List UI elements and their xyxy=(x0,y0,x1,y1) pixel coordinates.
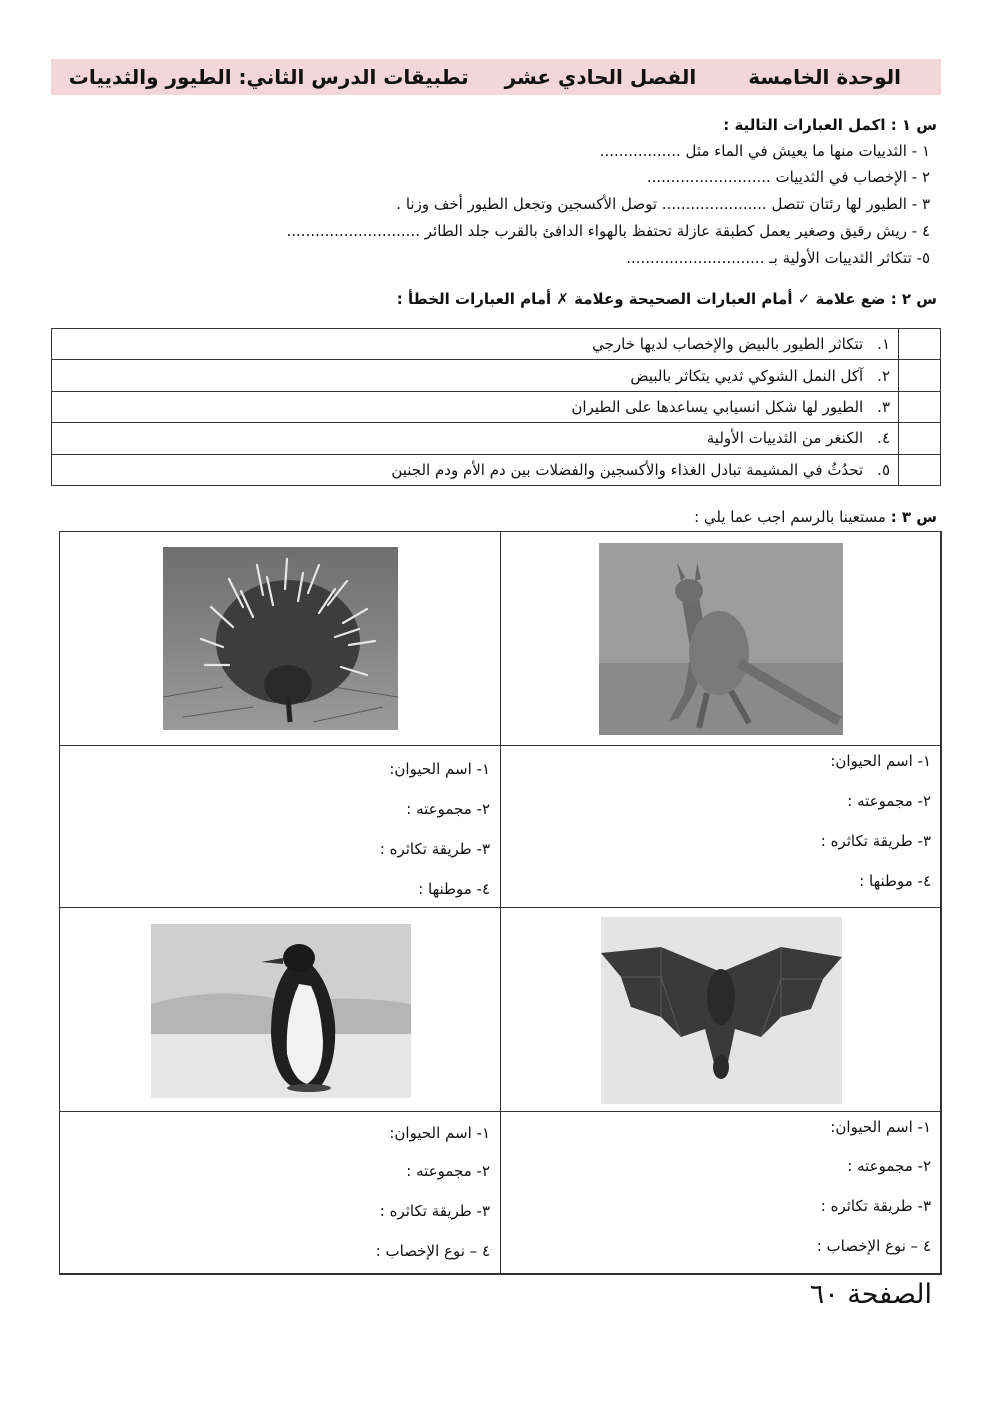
table-row xyxy=(52,329,941,360)
chapter-title: الفصل الحادي عشر xyxy=(504,65,697,89)
penguin-photo xyxy=(151,924,411,1098)
statement-number: ٣. xyxy=(877,397,890,416)
kangaroo-photo xyxy=(599,543,843,735)
statement-cell xyxy=(52,391,899,422)
habitat-field[interactable]: ٤- موطنها : xyxy=(859,872,931,890)
bat-image-cell xyxy=(500,907,942,1112)
bat-photo xyxy=(601,917,842,1104)
kangaroo-image xyxy=(599,543,843,735)
page-number: الصفحة ٦٠ xyxy=(809,1279,932,1310)
penguin-image-cell xyxy=(59,907,501,1112)
statement-text: آكل النمل الشوكي ثديي يتكاثر بالبيض xyxy=(630,366,864,385)
true-false-table xyxy=(51,328,941,486)
worksheet-header xyxy=(51,59,941,95)
fertilization-type-field[interactable]: ٤ – نوع الإخصاب : xyxy=(816,1237,931,1255)
table-row xyxy=(52,391,941,422)
animal-group-field[interactable]: ٢- مجموعته : xyxy=(406,800,490,818)
statement-cell xyxy=(52,423,899,454)
kangaroo-questions xyxy=(500,745,942,908)
echidna-image-cell xyxy=(59,531,501,746)
statement-number: ٢. xyxy=(877,366,890,385)
animal-name-field[interactable]: ١- اسم الحيوان: xyxy=(830,752,931,770)
q1-item: ٣ - الطيور لها رئتان تتصل ...................... توصل الأكسجين وتجعل الطيور أخف وزنا . xyxy=(396,195,930,213)
table-row xyxy=(52,423,941,454)
answer-mark-cell[interactable] xyxy=(899,454,941,485)
statement-text: الكنغر من الثدييات الأولية xyxy=(706,429,864,448)
q3-instruction: مستعينا بالرسم اجب عما يلي : xyxy=(694,508,886,526)
statement-number: ٤. xyxy=(877,429,890,448)
statement-number: ٥. xyxy=(877,460,890,479)
q2-title: س ٢ : ضع علامة ✓ أمام العبارات الصحيحة وعلامة ✗ أمام العبارات الخطأ : xyxy=(396,290,937,308)
animal-name-field[interactable]: ١- اسم الحيوان: xyxy=(830,1118,931,1136)
answer-mark-cell[interactable] xyxy=(899,423,941,454)
reproduction-field[interactable]: ٣- طريقة تكاثره : xyxy=(379,1202,490,1220)
statement-number: ١. xyxy=(877,335,890,354)
statement-cell xyxy=(52,329,899,360)
animal-group-field[interactable]: ٢- مجموعته : xyxy=(847,1157,931,1175)
habitat-field[interactable]: ٤- موطنها : xyxy=(418,880,490,898)
answer-mark-cell[interactable] xyxy=(899,360,941,391)
bat-questions xyxy=(500,1111,942,1275)
reproduction-field[interactable]: ٣- طريقة تكاثره : xyxy=(820,1197,931,1215)
animal-name-field[interactable]: ١- اسم الحيوان: xyxy=(389,760,490,778)
q3-title xyxy=(694,508,937,526)
bat-image xyxy=(601,917,842,1104)
echidna-image xyxy=(163,547,398,730)
q1-item: ١ - الثدييات منها ما يعيش في الماء مثل ................. xyxy=(599,142,930,160)
penguin-questions xyxy=(59,1111,501,1275)
animal-group-field[interactable]: ٢- مجموعته : xyxy=(406,1162,490,1180)
fertilization-type-field[interactable]: ٤ – نوع الإخصاب : xyxy=(375,1242,490,1260)
table-row xyxy=(52,360,941,391)
echidna-photo xyxy=(163,547,398,730)
answer-mark-cell[interactable] xyxy=(899,391,941,422)
q1-title: س ١ : اكمل العبارات التالية : xyxy=(723,116,937,134)
animal-group-field[interactable]: ٢- مجموعته : xyxy=(847,792,931,810)
animal-name-field[interactable]: ١- اسم الحيوان: xyxy=(389,1124,490,1142)
q1-item: ٤ - ريش رقيق وصغير يعمل كطبقة عازلة تحتفظ بالهواء الدافئ بالقرب جلد الطائر ............................ xyxy=(286,222,930,240)
animals-grid xyxy=(59,531,941,1274)
penguin-image xyxy=(151,924,411,1098)
q1-item: ٥- تتكاثر الثدييات الأولية بـ ............................. xyxy=(626,249,930,267)
reproduction-field[interactable]: ٣- طريقة تكاثره : xyxy=(820,832,931,850)
kangaroo-image-cell xyxy=(500,531,942,746)
statement-text: تتكاثر الطيور بالبيض والإخصاب لديها خارجي xyxy=(592,335,864,354)
table-row xyxy=(52,454,941,485)
statement-cell xyxy=(52,454,899,485)
statement-text: الطيور لها شكل انسيابي يساعدها على الطيران xyxy=(571,397,864,416)
lesson-title: تطبيقات الدرس الثاني: الطيور والثدييات xyxy=(68,65,469,89)
q1-item: ٢ - الإخصاب في الثدييات .......................... xyxy=(646,168,930,186)
statement-cell xyxy=(52,360,899,391)
reproduction-field[interactable]: ٣- طريقة تكاثره : xyxy=(379,840,490,858)
echidna-questions xyxy=(59,745,501,908)
q3-label: س ٣ : xyxy=(890,508,937,526)
unit-title: الوحدة الخامسة xyxy=(748,65,901,89)
statement-text: تحدُثُ في المشيمة تبادل الغذاء والأكسجين والفضلات بين دم الأم ودم الجنين xyxy=(391,460,864,479)
answer-mark-cell[interactable] xyxy=(899,329,941,360)
